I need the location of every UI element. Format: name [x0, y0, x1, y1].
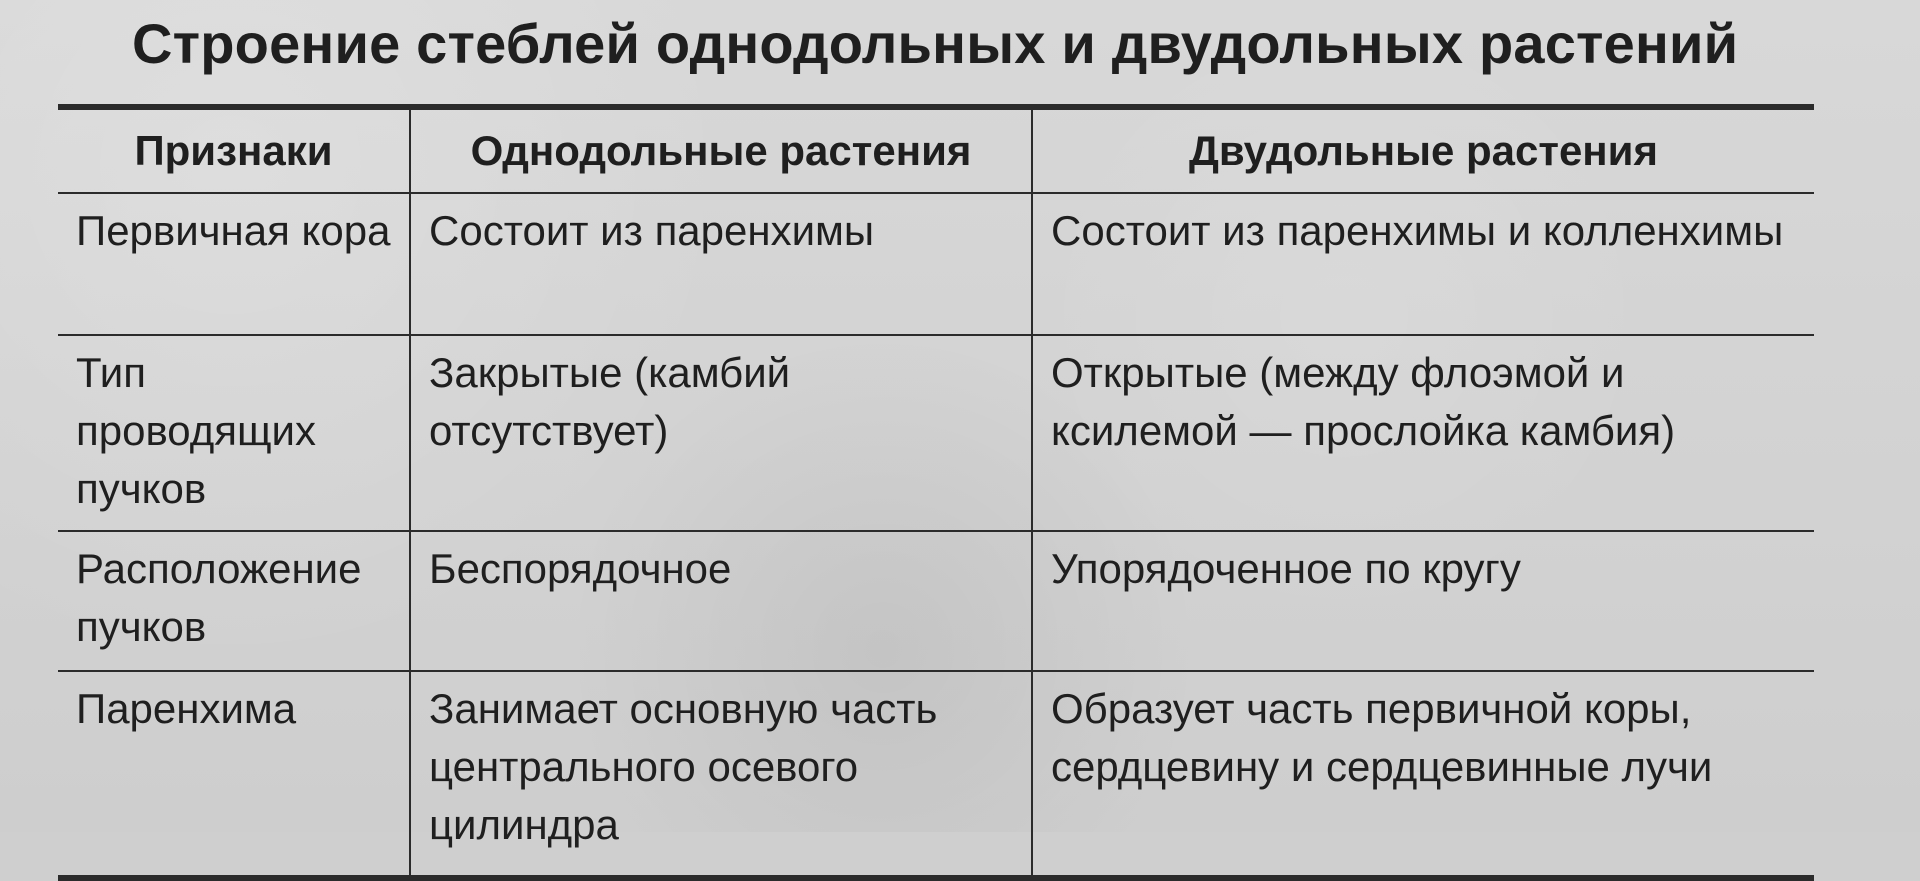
table-header-row	[58, 107, 1814, 193]
feature-text: Паренхима	[76, 685, 297, 732]
monocots-cell	[410, 531, 1032, 671]
feature-text: Расположение пучков	[76, 545, 362, 650]
page-title: Строение стеблей однодольных и двудольных растений	[132, 12, 1739, 75]
monocots-text: Закрытые (камбий отсутствует)	[429, 349, 791, 454]
dicots-cell	[1032, 335, 1814, 531]
header-features: Признаки	[58, 107, 410, 193]
dicots-cell	[1032, 193, 1814, 335]
comparison-table	[58, 104, 1814, 881]
feature-text: Тип проводящих пучков	[76, 349, 317, 512]
dicots-text: Открытые (между флоэмой и ксилемой — прослойка камбия)	[1051, 349, 1676, 454]
feature-cell	[58, 531, 410, 671]
table-row	[58, 193, 1814, 335]
monocots-text: Состоит из паренхимы	[429, 207, 875, 254]
feature-cell	[58, 335, 410, 531]
monocots-text: Беспорядочное	[429, 545, 732, 592]
table-row	[58, 531, 1814, 671]
feature-text: Первичная кора	[76, 207, 391, 254]
feature-cell	[58, 671, 410, 878]
monocots-text: Занимает основную часть центрального осевого цилиндра	[429, 685, 938, 848]
monocots-cell	[410, 671, 1032, 878]
table-row	[58, 335, 1814, 531]
dicots-text: Образует часть первичной коры, сердцевину и сердцевинные лучи	[1051, 685, 1713, 790]
header-dicots: Двудольные растения	[1032, 107, 1814, 193]
dicots-text: Состоит из паренхимы и колленхимы	[1051, 207, 1784, 254]
dicots-text: Упорядоченное по кругу	[1051, 545, 1521, 592]
monocots-cell	[410, 193, 1032, 335]
dicots-cell	[1032, 531, 1814, 671]
monocots-cell	[410, 335, 1032, 531]
table-row	[58, 671, 1814, 878]
header-monocots: Однодольные растения	[410, 107, 1032, 193]
dicots-cell	[1032, 671, 1814, 878]
feature-cell	[58, 193, 410, 335]
